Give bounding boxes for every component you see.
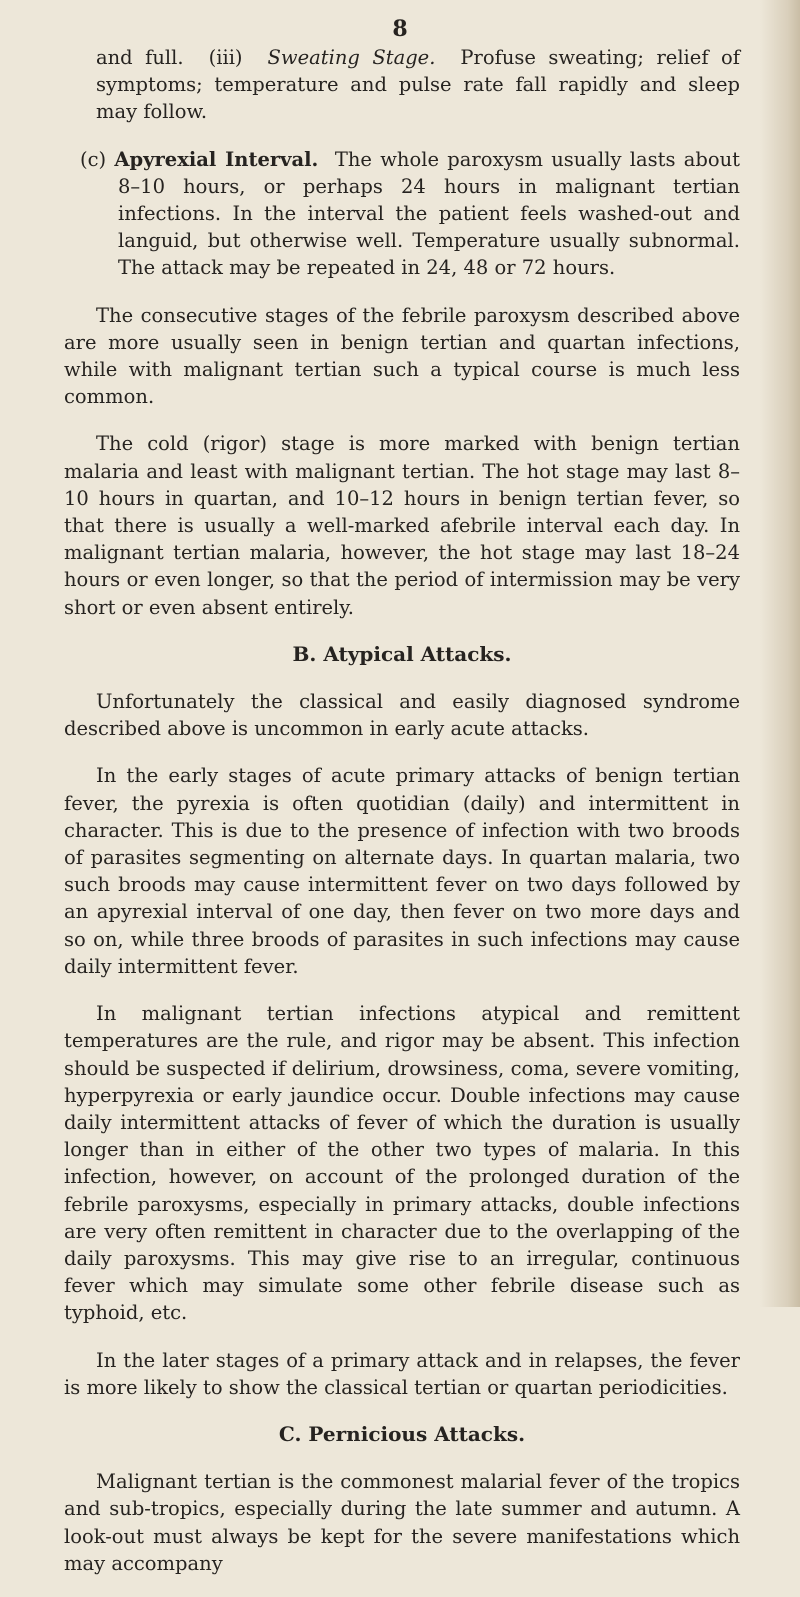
sweating-stage-heading: Sweating Stage. xyxy=(267,46,436,69)
sweating-stage-text: Profuse sweating; relief of symptoms; temperature and pulse rate fall rapidly and sleep may follow. xyxy=(96,46,741,124)
paragraph-early-stages: In the early stages of acute primary attacks of benign tertian fever, the pyrexia is often quotidian (daily) and intermittent in character. This is due to the presence of infection with two broods of parasites segmenting on alternate days. In quartan malaria, two such broods may cause intermittent fever on two days followed by an apyrexial interval of one day, then fever on two more days and so on, while three broods of parasites in such infections may cause daily intermittent fever. xyxy=(64,764,740,978)
page-number: 8 xyxy=(392,16,408,42)
paragraph-cold-stage: The cold (rigor) stage is more marked with benign tertian malaria and least with malignant tertian. The hot stage may last 8–10 hours in quartan, and 10–12 hours in benign tertian fever, so that there is usually a well-marked afebrile interval each day. In malignant tertian malaria, however, the hot stage may last 18–24 hours or even longer, so that the period of intermission may be very short or even absent entirely. xyxy=(64,432,740,619)
page-body xyxy=(64,44,740,1597)
paragraph-malignant-tertian: In malignant tertian infections atypical and remittent temperatures are the rule, and rigor may be absent. This infection should be suspected if delirium, drowsiness, coma, severe vomiting, hyperpyrexia or early jaundice occur. Double infections may cause daily intermittent attacks of fever of which the duration is usually longer than in either of the other two types of malaria. In this infection, however, on account of the prolonged duration of the febrile paroxysms, especially in primary attacks, double infections are very often remittent in character due to the overlapping of the daily paroxysms. This may give rise to an irregular, continuous fever which may simulate some other febrile disease such as typhoid, etc. xyxy=(64,1002,740,1325)
sweating-stage-lead: and full. xyxy=(96,46,184,69)
sweating-stage-label: (iii) xyxy=(208,46,243,69)
paragraph-consecutive-stages: The consecutive stages of the febrile paroxysm described above are more usually seen in benign tertian and quartan infections, while with malignant tertian such a typical course is much less common. xyxy=(64,303,740,409)
section-heading-pernicious-attacks: C. Pernicious Attacks. xyxy=(278,1421,526,1446)
paragraph-later-stages: In the later stages of a primary attack and in relapses, the fever is more likely to show the classical tertian or quartan periodicities. xyxy=(64,1348,740,1399)
paragraph-sweating-stage xyxy=(64,44,740,126)
section-heading-atypical-attacks: B. Atypical Attacks. xyxy=(292,641,512,666)
apyrexial-label: (c) xyxy=(80,147,107,171)
apyrexial-text: The whole paroxysm usually lasts about 8–10 hours, or perhaps 24 hours in malignant tertian infections. In the interval the patient feels washed-out and languid, but otherwise well. Temperature usually subnormal. The attack may be repeated in 24, 48 or 72 hours. xyxy=(118,147,740,280)
page-edge-shadow xyxy=(760,0,800,1307)
apyrexial-heading: Apyrexial Interval. xyxy=(114,147,319,171)
paragraph-unfortunately: Unfortunately the classical and easily diagnosed syndrome described above is uncommon in early acute attacks. xyxy=(64,690,740,741)
paragraph-apyrexial-interval xyxy=(64,146,740,282)
paragraph-pernicious: Malignant tertian is the commonest malarial fever of the tropics and sub-tropics, especially during the late summer and autumn. A look-out must always be kept for the severe manifestations which may accompany xyxy=(64,1470,740,1575)
